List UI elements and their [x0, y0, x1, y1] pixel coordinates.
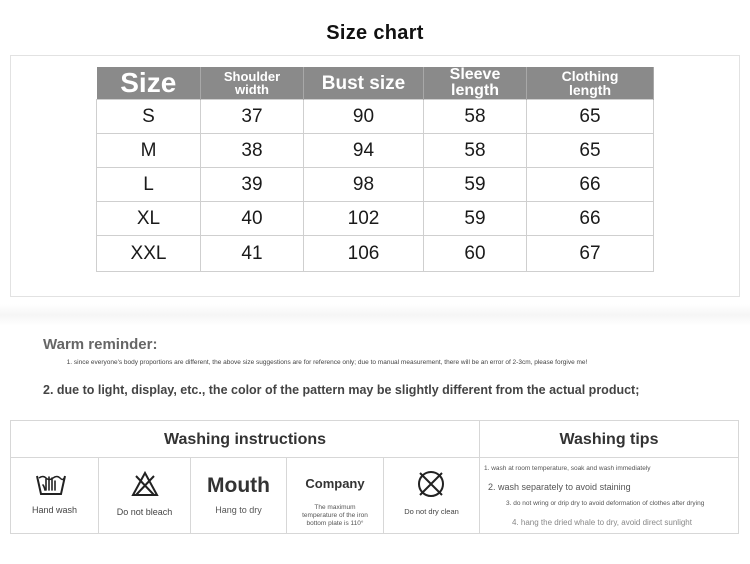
header-clothing-length: [527, 67, 654, 100]
hang-dry-cell: [191, 458, 287, 533]
reminder-title: Warm reminder:: [43, 336, 158, 353]
washing-tip: 4. hang the dried whale to dry, avoid direct sunlight: [512, 518, 692, 527]
cell-size: L: [97, 168, 201, 202]
washing-tips-section: [479, 421, 738, 533]
no-dry-clean-icon: [416, 469, 446, 499]
cell-clothing: 66: [527, 202, 654, 236]
reminder-note-2: 2. due to light, display, etc., the color of the pattern may be slightly different from the actual product;: [43, 383, 640, 397]
cell-clothing: 66: [527, 168, 654, 202]
cell-sleeve: 58: [424, 134, 527, 168]
washing-icon-row: [11, 458, 479, 533]
cell-sleeve: 60: [424, 236, 527, 272]
washing-tip: 1. wash at room temperature, soak and wash immediately: [484, 465, 651, 472]
header-sleeve-line1: Sleeve: [449, 66, 501, 83]
hand-wash-cell: [11, 458, 99, 533]
cell-sleeve: 59: [424, 202, 527, 236]
washing-panel: [10, 420, 739, 534]
size-table: [96, 67, 654, 272]
header-clothing-line1: Clothing: [561, 68, 619, 84]
iron-label: The maximum temperature of the iron bottom plate is 110°: [302, 504, 368, 528]
no-bleach-label: Do not bleach: [116, 507, 173, 517]
washing-tip: 3. do not wring or drip dry to avoid deformation of clothes after drying: [506, 500, 705, 507]
header-shoulder-width: [201, 67, 304, 100]
no-dry-clean-cell: [384, 458, 479, 533]
hang-dry-title: Mouth: [207, 474, 270, 497]
washing-instructions-section: [11, 421, 479, 533]
table-row: [97, 202, 654, 236]
cell-size: S: [97, 100, 201, 134]
header-shoulder-line1: Shoulder: [223, 69, 281, 84]
cell-bust: 98: [304, 168, 424, 202]
iron-title: Company: [305, 476, 365, 491]
cell-clothing: 67: [527, 236, 654, 272]
washing-tip: 2. wash separately to avoid staining: [488, 482, 631, 492]
iron-cell: [287, 458, 384, 533]
cell-bust: 102: [304, 202, 424, 236]
washing-tips-list: [480, 458, 739, 533]
table-row: [97, 168, 654, 202]
cell-shoulder: 41: [201, 236, 304, 272]
cell-bust: 94: [304, 134, 424, 168]
reminder-note-1: 1. since everyone's body proportions are different, the above size suggestions are for reference only; due to manual measurement, there will be an error of 2-3cm, please forgive me!: [66, 359, 588, 366]
cell-clothing: 65: [527, 134, 654, 168]
size-table-header-row: [97, 67, 654, 100]
cell-bust: 106: [304, 236, 424, 272]
table-row: [97, 134, 654, 168]
header-clothing-line2: length: [569, 82, 611, 98]
divider-band: [0, 304, 750, 326]
no-bleach-cell: [99, 458, 191, 533]
header-sleeve-length: [424, 67, 527, 100]
no-bleach-icon: [130, 470, 160, 498]
cell-size: M: [97, 134, 201, 168]
hand-wash-label: Hand wash: [31, 505, 78, 515]
washing-tips-title: Washing tips: [480, 421, 738, 458]
cell-sleeve: 58: [424, 100, 527, 134]
header-shoulder-line2: width: [235, 82, 269, 97]
cell-size: XL: [97, 202, 201, 236]
table-row: [97, 236, 654, 272]
cell-size: XXL: [97, 236, 201, 272]
header-sleeve-line2: length: [451, 82, 499, 99]
washing-instructions-title: Washing instructions: [11, 421, 479, 458]
page-title: Size chart: [326, 22, 424, 44]
cell-sleeve: 59: [424, 168, 527, 202]
no-dry-clean-label: Do not dry clean: [404, 507, 459, 516]
header-bust-size: Bust size: [304, 67, 424, 100]
cell-shoulder: 37: [201, 100, 304, 134]
table-row: [97, 100, 654, 134]
cell-bust: 90: [304, 100, 424, 134]
hang-dry-label: Hang to dry: [215, 505, 262, 515]
header-size: Size: [97, 67, 201, 100]
cell-shoulder: 40: [201, 202, 304, 236]
cell-clothing: 65: [527, 100, 654, 134]
hand-wash-icon: [34, 468, 68, 498]
cell-shoulder: 38: [201, 134, 304, 168]
cell-shoulder: 39: [201, 168, 304, 202]
